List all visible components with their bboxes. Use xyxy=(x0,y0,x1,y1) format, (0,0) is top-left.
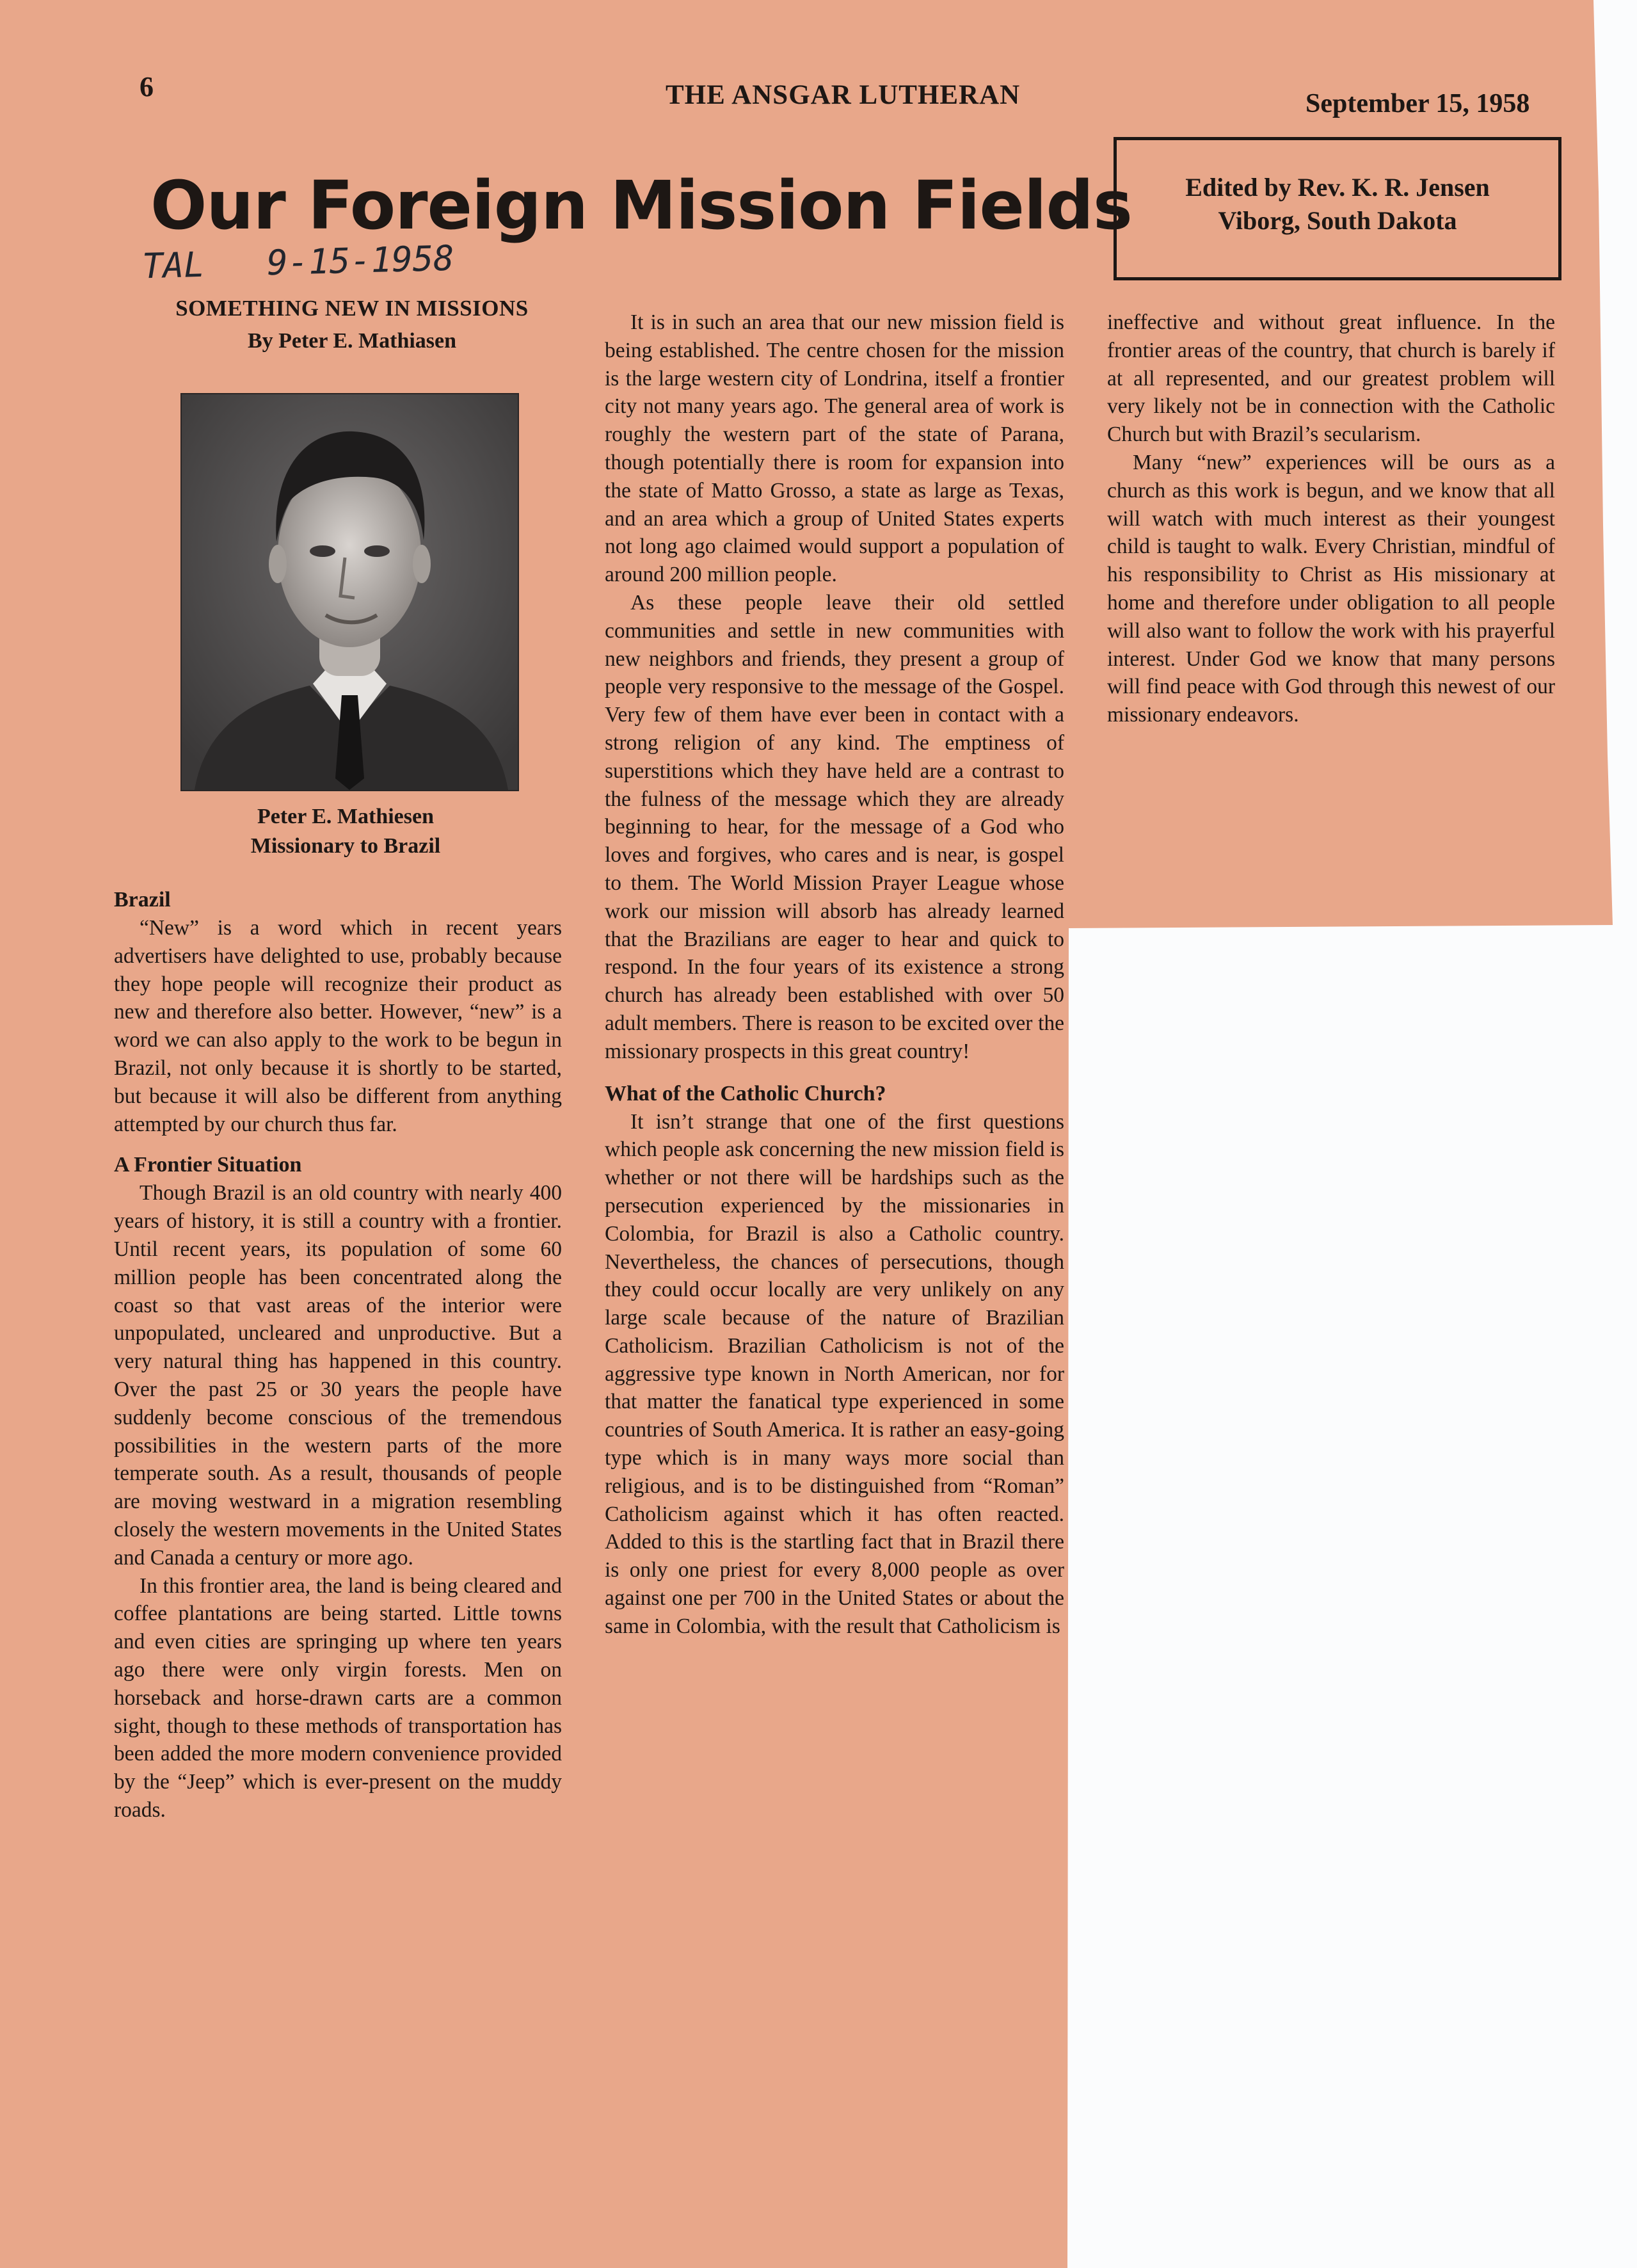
paragraph: In this frontier area, the land is being cleared and coffee plantations are being started. Little towns and even cities are springing up where ten years ago there were only virgin forests. Men on horseback and horse-drawn carts are a common sight, though to these methods of transportation has been added the more modern convenience provided by the “Jeep” which is ever-present on the muddy roads. xyxy=(114,1573,562,1822)
article-column-3 xyxy=(1107,309,1555,729)
caption-role: Missionary to Brazil xyxy=(250,834,441,858)
article-byline: By Peter E. Mathiasen xyxy=(247,329,457,353)
portrait-photo xyxy=(180,393,519,791)
section-heading-catholic: What of the Catholic Church? xyxy=(605,1081,886,1106)
editor-box xyxy=(1114,137,1561,280)
paragraph: As these people leave their old settled communities and settle in new communities with new neighbors and friends, they present a group of people very responsive to the message of the Gospel. Very few of them have ever been in contact with a strong religion of any kind. The emptiness of superstitions which they have held are a contrast to the fulness of the message which they are already beginning to hear, for the message of a God who loves and forgives, who cares and is near, is gospel to them. The World Mission Prayer League whose work our mission will absorb has already learned that the Brazilians are eager to hear and quick to respond. In the four years of its existence a strong church has already been established with over 50 adult members. There is reason to be excited over the missionary prospects in this great country! xyxy=(605,590,1064,1063)
paragraph: ineffective and without great influence. In the frontier areas of the country, that church is barely if at all represented, and our greatest problem will very likely not be in connection with the Catholic Church but with Brazil’s secularism. xyxy=(1107,310,1555,447)
paragraph: It is in such an area that our new mission field is being established. The centre chosen for the mission is the large western city of Londrina, itself a frontier city not many years ago. The general area of work is roughly the western part of the state of Parana, though potentially there is room for expansion into the state of Matto Grosso, a state as large as Texas, and an area which a group of United States experts not long ago claimed would support a population of around 200 million people. xyxy=(605,310,1064,587)
section-heading-frontier: A Frontier Situation xyxy=(114,1153,302,1177)
portrait-illustration xyxy=(182,394,518,790)
page-title: Our Foreign Mission Fields xyxy=(150,166,1132,245)
editor-location: Viborg, South Dakota xyxy=(1218,206,1457,235)
paragraph: It isn’t strange that one of the first questions which people ask concerning the new mission field is whether or not there will be hardships such as the persecution experienced by the missionaries in Colombia, for Brazil is also a Catholic country. Nevertheless, the chances of persecutions, though they could occur locally are very unlikely on any large scale because of the nature of Brazilian Catholicism. Brazilian Catholicism is not of the aggressive type known in North American, nor for that matter the fanatical type experienced in some countries of South America. It is rather an easy-going type which is in many ways more social than religious, and is to be distinguished from “Roman” Catholicism against which it has often reacted. Added to this is the startling fact that in Brazil there is only one priest for every 8,000 people as over against one per 700 in the United States or about the same in Colombia, with the result that Catholicism is xyxy=(605,1109,1064,1638)
caption-name: Peter E. Mathiesen xyxy=(257,805,435,828)
editor-line: Edited by Rev. K. R. Jensen xyxy=(1185,173,1490,202)
handwritten-note: TAL 9-15-1958 xyxy=(141,237,455,287)
section-heading-brazil: Brazil xyxy=(114,888,171,912)
paragraph: “New” is a word which in recent years advertisers have delighted to use, probably because they hope people will recognize their product as new and therefore also better. However, “new” is a word we can also apply to the work to be begun in Brazil, not only because it is shortly to be started, but because it will also be different from anything attempted by our church thus far. xyxy=(114,916,562,1136)
photo-caption xyxy=(166,802,525,861)
paragraph: Many “new” experiences will be ours as a church as this work is begun, and we know that all will watch with much interest as their youngest child is taught to walk. Every Christian, mindful of his responsibility to Christ as His missionary at home and therefore under obligation to all people will also want to follow the work with his prayerful interest. Under God we know that many persons will find peace with God through this newest of our missionary endeavors. xyxy=(1107,450,1555,727)
article-kicker: SOMETHING NEW IN MISSIONS xyxy=(175,296,529,321)
article-column-2 xyxy=(605,309,1064,1641)
article-column-1 xyxy=(114,886,562,1824)
issue-date: September 15, 1958 xyxy=(1306,89,1530,118)
publication-masthead: THE ANSGAR LUTHERAN xyxy=(666,80,1021,110)
article-header xyxy=(141,296,563,353)
page-number: 6 xyxy=(140,71,154,102)
paragraph: Though Brazil is an old country with nearly 400 years of history, it is still a country with a frontier. Until recent years, its population of some 60 million people has been concentrated along the coast so that vast areas of the interior were unpopulated, uncleared and unproductive. But a very natural thing has happened in this country. Over the past 25 or 30 years the people have suddenly become conscious of the tremendous possibilities in the western parts of the more temperate south. As a result, thousands of people are moving westward in a migration resembling closely the western movements in the United States and Canada a century or more ago. xyxy=(114,1181,562,1570)
